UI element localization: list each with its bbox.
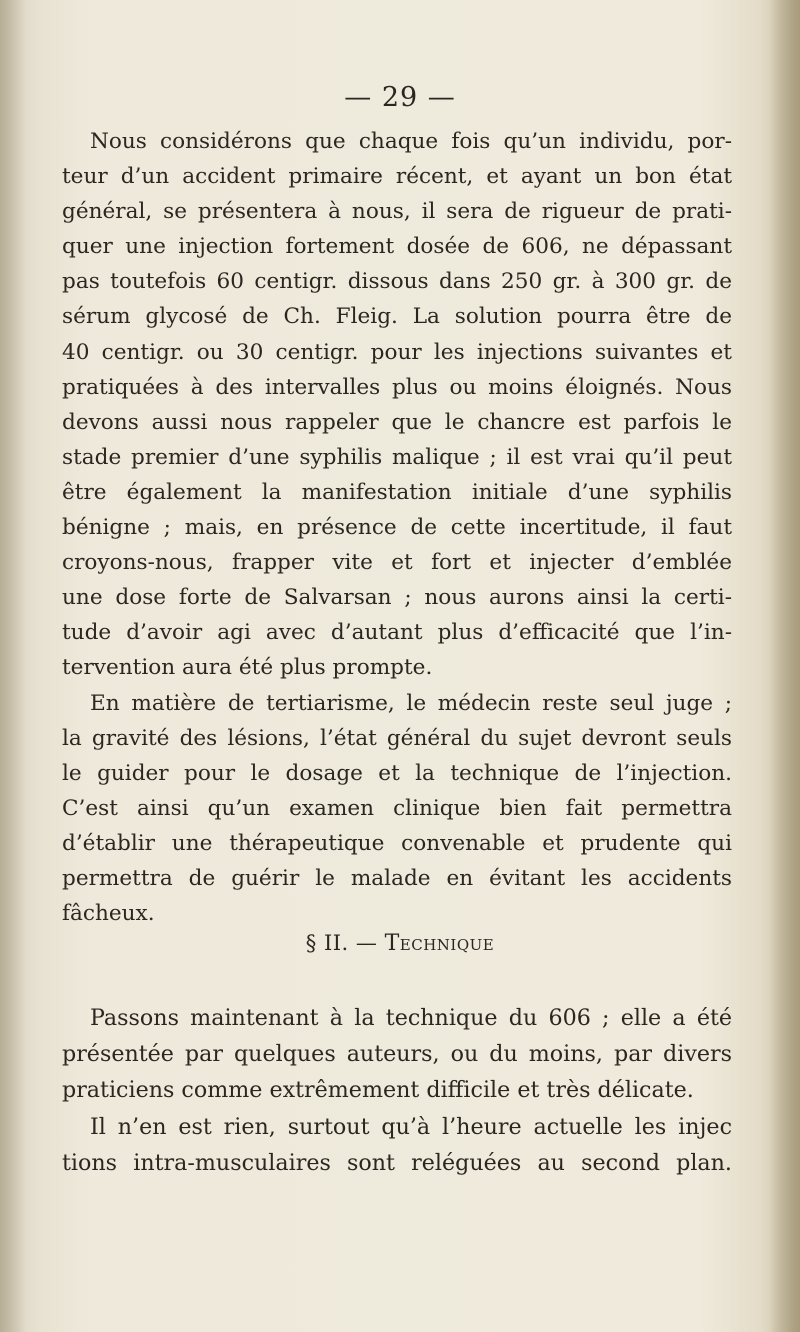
paragraph-injections: [62, 1109, 732, 1181]
text-line: bénigne ; mais, en présence de cette incertitude, il faut: [62, 515, 732, 541]
text-line: Passons maintenant à la technique du 606 ; elle a été: [90, 1005, 732, 1031]
text-line: devons aussi nous rappeler que le chancre est parfois le: [62, 409, 732, 435]
text-line: Il n’en est rien, surtout qu’à l’heure actuelle les injec: [90, 1113, 732, 1140]
page-left-shadow: [0, 0, 26, 1332]
text-line: fâcheux.: [62, 901, 155, 927]
text-line: d’établir une thérapeutique convenable et prudente qui: [62, 830, 732, 856]
paragraph-tertiarisme: [62, 686, 732, 932]
page-number: — 29 —: [344, 82, 456, 113]
text-line: praticiens comme extrêmement difficile et très délicate.: [62, 1077, 694, 1104]
text-line: tions intra-musculaires sont reléguées au second plan.: [62, 1149, 732, 1176]
text-line: tude d’avoir agi avec d’autant plus d’efficacité que l’in-: [62, 620, 732, 646]
section-heading: [0, 931, 800, 956]
text-line: 40 centigr. ou 30 centigr. pour les injections suivantes et: [62, 339, 732, 365]
section-title: Technique: [384, 931, 495, 956]
text-line: présentée par quelques auteurs, ou du moins, par divers: [62, 1041, 732, 1068]
body-text-before-heading: [62, 124, 732, 931]
text-line: la gravité des lésions, l’état général du sujet devront seuls: [62, 725, 732, 751]
paragraph-dosage: [62, 124, 732, 686]
text-line: pratiquées à des intervalles plus ou moins éloignés. Nous: [62, 374, 732, 400]
text-line: croyons-nous, frapper vite et fort et injecter d’emblée: [62, 550, 732, 576]
section-number: § II. —: [305, 931, 378, 955]
text-line: être également la manifestation initiale d’une syphilis: [62, 479, 732, 505]
text-line: une dose forte de Salvarsan ; nous aurons ainsi la certi-: [62, 585, 732, 611]
text-line: teur d’un accident primaire récent, et ayant un bon état: [62, 164, 732, 190]
page-right-shadow: [770, 0, 800, 1332]
text-line: pas toutefois 60 centigr. dissous dans 250 gr. à 300 gr. de: [62, 269, 732, 295]
text-line: En matière de tertiarisme, le médecin reste seul juge ;: [90, 690, 732, 716]
paragraph-technique: [62, 1000, 732, 1109]
body-text-after-heading: [62, 1000, 732, 1181]
text-line: quer une injection fortement dosée de 606, ne dépassant: [62, 234, 732, 260]
text-line: Nous considérons que chaque fois qu’un individu, por-: [90, 129, 732, 154]
text-line: tervention aura été plus prompte.: [62, 655, 433, 681]
text-line: général, se présentera à nous, il sera de rigueur de prati-: [62, 199, 732, 225]
text-line: permettra de guérir le malade en évitant les accidents: [62, 865, 732, 891]
text-line: sérum glycosé de Ch. Fleig. La solution pourra être de: [62, 304, 732, 330]
text-line: C’est ainsi qu’un examen clinique bien fait permettra: [62, 795, 732, 821]
text-line: le guider pour le dosage et la technique de l’injection.: [62, 760, 732, 786]
text-line: stade premier d’une syphilis malique ; il est vrai qu’il peut: [62, 444, 732, 470]
